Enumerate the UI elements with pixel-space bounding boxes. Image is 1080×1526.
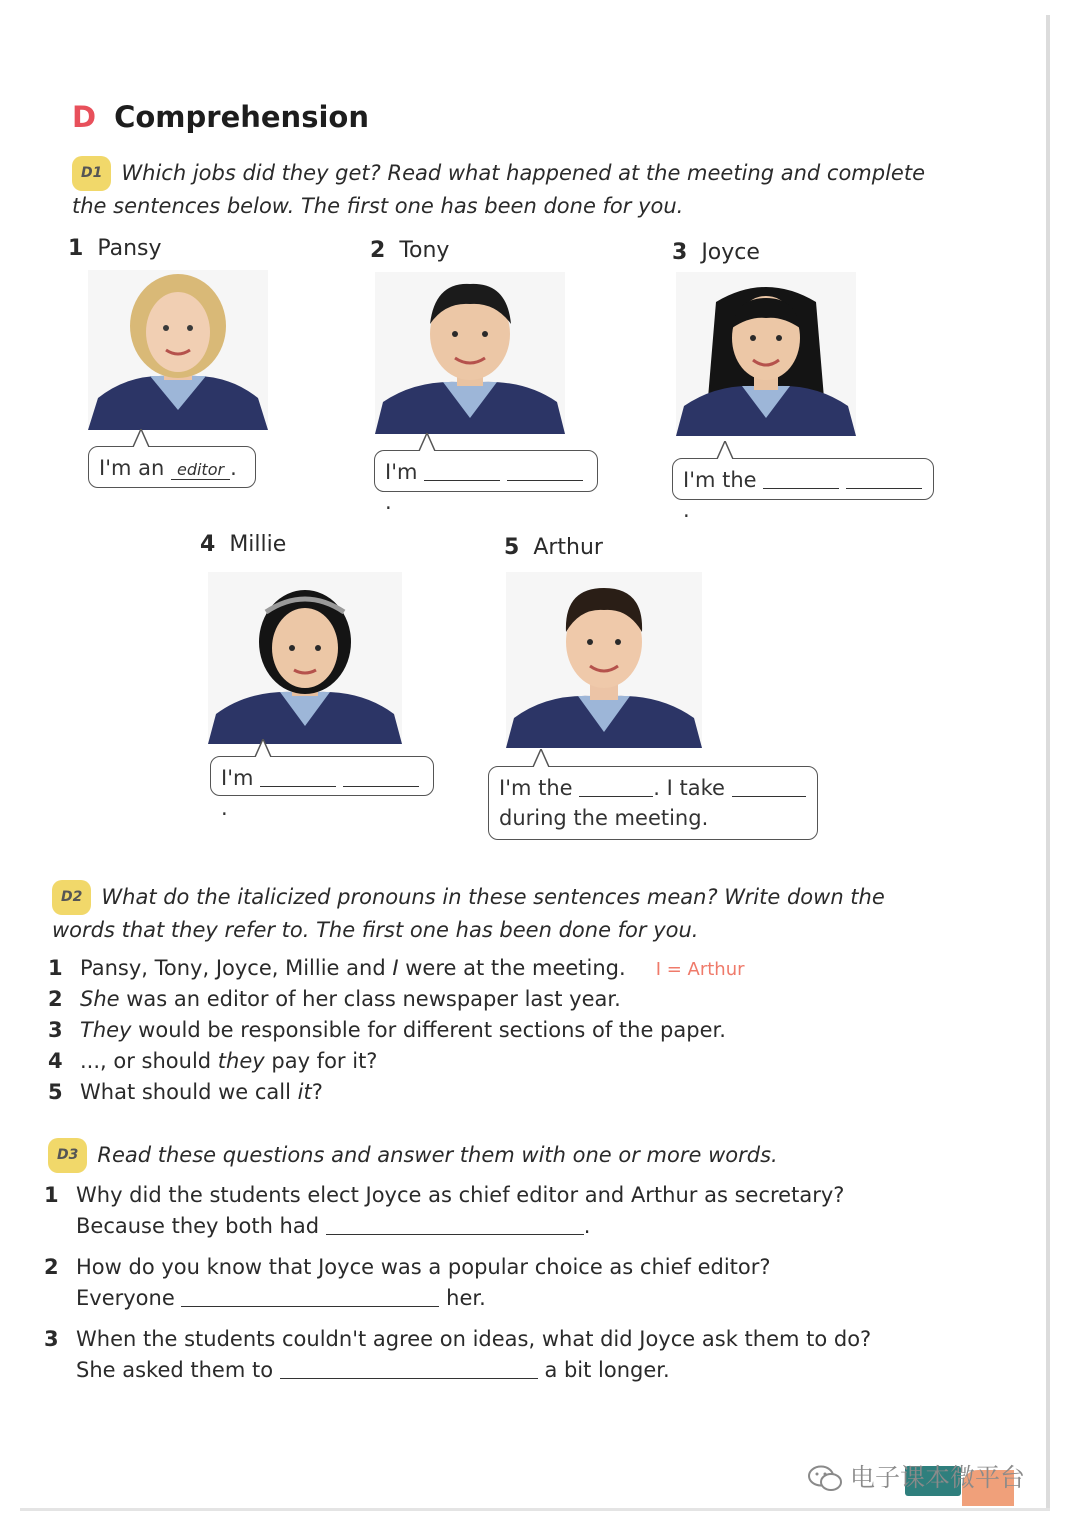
- d2-instruction-line1: What do the italicized pronouns in these sentences mean? Write down the: [101, 885, 885, 909]
- bubble-pansy-end: .: [230, 456, 237, 480]
- person-5-number: 5: [504, 535, 520, 560]
- bubble-tail-icon: [129, 429, 151, 447]
- person-3-label: Joyce: [701, 240, 760, 265]
- page-edge-right: [1046, 15, 1050, 1510]
- d3-tag: D3: [48, 1138, 87, 1173]
- person-1-name: [68, 236, 162, 261]
- answer-blank[interactable]: [181, 1286, 439, 1307]
- person-4-name: [200, 532, 286, 557]
- question-number: 1: [44, 1183, 59, 1207]
- item-number: 5: [48, 1080, 63, 1104]
- person-4-label: Millie: [229, 532, 287, 557]
- bubble-tail-icon: [529, 749, 551, 767]
- question-number: 2: [44, 1255, 59, 1279]
- section-title: Comprehension: [114, 100, 369, 134]
- wechat-icon: [808, 1465, 842, 1493]
- bubble-tail-icon: [415, 433, 437, 451]
- d1-instruction-line1: Which jobs did they get? Read what happened at the meeting and complete: [121, 161, 925, 185]
- blank[interactable]: [343, 766, 419, 787]
- item-text: was an editor of her class newspaper last year.: [119, 987, 621, 1011]
- bubble-joyce-text: I'm the: [683, 468, 757, 492]
- bubble-tony-end: .: [385, 490, 392, 514]
- item-text: were at the meeting.: [398, 956, 626, 980]
- answer-suffix: .: [583, 1214, 591, 1238]
- item-pronoun: They: [80, 1018, 132, 1042]
- bubble-tail-icon: [251, 739, 273, 757]
- watermark: [808, 1458, 1025, 1494]
- answer-prefix: Everyone: [76, 1286, 175, 1310]
- answer-blank[interactable]: [280, 1358, 538, 1379]
- question-number: 3: [44, 1327, 59, 1351]
- bubble-millie-text: I'm: [221, 766, 254, 790]
- answer-prefix: Because they both had: [76, 1214, 320, 1238]
- person-3-number: 3: [672, 240, 688, 265]
- item-pronoun: She: [80, 987, 120, 1011]
- blank[interactable]: [507, 460, 583, 481]
- item-text: pay for it?: [264, 1049, 378, 1073]
- bubble-arthur-text: I'm the: [499, 776, 573, 800]
- item-pronoun: they: [217, 1049, 265, 1073]
- section-letter: D: [72, 100, 97, 134]
- item-text: would be responsible for different sections of the paper.: [131, 1018, 726, 1042]
- bubble-arthur-mid: . I take: [653, 776, 725, 800]
- bubble-arthur-line2: during the meeting.: [499, 806, 709, 830]
- page-edge-bottom: [20, 1508, 1050, 1511]
- d2-instruction: [52, 880, 932, 946]
- list-item: [48, 1080, 323, 1104]
- person-2-number: 2: [370, 238, 386, 263]
- item-text: What should we call: [80, 1080, 298, 1104]
- item-pronoun: I: [392, 956, 399, 980]
- answer-blank[interactable]: [326, 1214, 584, 1235]
- blank[interactable]: [846, 468, 922, 489]
- answer-suffix: her.: [446, 1286, 486, 1310]
- d3-instruction-text: Read these questions and answer them with one or more words.: [97, 1143, 778, 1167]
- answer-note: I = Arthur: [655, 959, 745, 980]
- bubble-tony-text: I'm: [385, 460, 418, 484]
- item-text: Pansy, Tony, Joyce, Millie and: [80, 956, 393, 980]
- bubble-pansy-text: I'm an: [99, 456, 165, 480]
- question-text: How do you know that Joyce was a popular choice as chief editor?: [76, 1255, 771, 1279]
- bubble-tail-icon: [713, 441, 735, 459]
- bubble-joyce: [672, 458, 934, 522]
- d2-instruction-line2: words that they refer to. The first one has been done for you.: [52, 918, 699, 942]
- person-5-label: Arthur: [533, 535, 603, 560]
- d3-question-3: [44, 1324, 871, 1386]
- list-item: [48, 1018, 726, 1042]
- photo-tony: [375, 272, 565, 434]
- d1-instruction-line2: the sentences below. The first one has been done for you.: [72, 194, 684, 218]
- question-text: Why did the students elect Joyce as chief editor and Arthur as secretary?: [76, 1183, 845, 1207]
- bubble-millie-end: .: [221, 796, 228, 820]
- person-2-label: Tony: [399, 238, 450, 263]
- d3-question-1: [44, 1180, 844, 1242]
- item-pronoun: it: [297, 1080, 312, 1104]
- answer-suffix: a bit longer.: [544, 1358, 670, 1382]
- list-item: [48, 1049, 377, 1073]
- photo-millie: [208, 572, 402, 744]
- list-item: [48, 956, 745, 980]
- blank[interactable]: [732, 776, 806, 797]
- section-heading: [72, 100, 369, 134]
- watermark-text: 电子课本微平台: [850, 1463, 1026, 1492]
- bubble-joyce-end: .: [683, 498, 690, 522]
- bubble-pansy: [88, 446, 256, 488]
- item-text: ..., or should: [80, 1049, 218, 1073]
- item-text: ?: [311, 1080, 323, 1104]
- answer-prefix: She asked them to: [76, 1358, 274, 1382]
- photo-pansy: [88, 270, 268, 430]
- blank[interactable]: [579, 776, 653, 797]
- person-5-name: [504, 535, 603, 560]
- person-2-name: [370, 238, 449, 263]
- blank[interactable]: [260, 766, 336, 787]
- blank[interactable]: [424, 460, 500, 481]
- person-4-number: 4: [200, 532, 216, 557]
- person-1-label: Pansy: [97, 236, 162, 261]
- item-number: 3: [48, 1018, 63, 1042]
- item-number: 4: [48, 1049, 63, 1073]
- person-1-number: 1: [68, 236, 84, 261]
- bubble-millie: [210, 756, 434, 820]
- photo-arthur: [506, 572, 702, 748]
- question-text: When the students couldn't agree on ideas, what did Joyce ask them to do?: [76, 1327, 872, 1351]
- item-number: 2: [48, 987, 63, 1011]
- d2-tag: D2: [52, 880, 91, 915]
- item-number: 1: [48, 956, 63, 980]
- d1-instruction: [72, 156, 952, 222]
- d1-tag: D1: [72, 156, 111, 191]
- bubble-tony: [374, 450, 598, 514]
- d3-question-2: [44, 1252, 771, 1314]
- d3-instruction: [48, 1138, 928, 1173]
- blank[interactable]: [763, 468, 839, 489]
- person-3-name: [672, 240, 760, 265]
- list-item: [48, 987, 621, 1011]
- bubble-pansy-answer: editor: [171, 460, 230, 480]
- photo-joyce: [676, 272, 856, 436]
- bubble-arthur: [488, 766, 818, 840]
